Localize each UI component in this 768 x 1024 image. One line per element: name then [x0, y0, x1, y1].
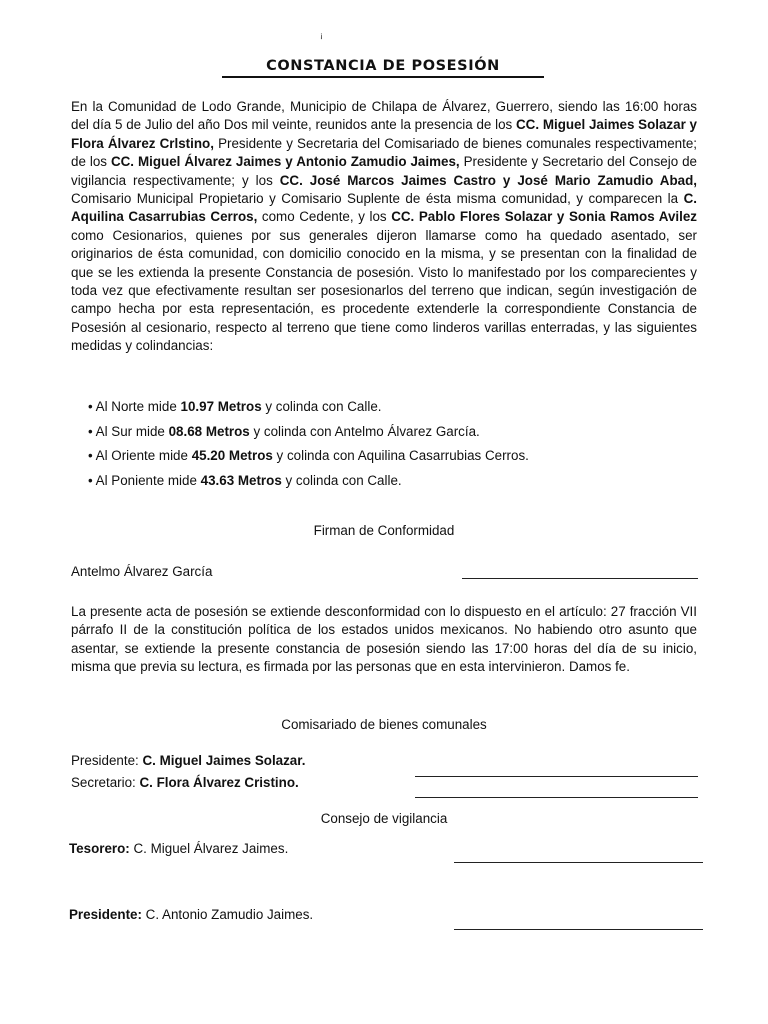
boundary-south: • Al Sur mide 08.68 Metros y colinda con Antelmo Álvarez García. — [88, 423, 529, 441]
intro-text: como Cedente, y los — [257, 209, 392, 225]
boundary-measure: 45.20 Metros — [191, 448, 273, 463]
vigilancia-heading: Consejo de vigilancia — [320, 811, 448, 826]
boundary-north: • Al Norte mide 10.97 Metros y colinda con Calle. — [88, 398, 529, 416]
signature-line — [454, 862, 703, 863]
comisariado-heading: Comisariado de bienes comunales — [281, 717, 487, 732]
vigilancia-president — [69, 906, 313, 924]
boundaries-list — [88, 398, 529, 496]
conformity-signer: Antelmo Álvarez García — [71, 564, 213, 579]
intro-text: En la Comunidad de Lodo Grande, Municipio de Chilapa de Álvarez, Guerrero, siendo las 16:00 horas del día 5 de Julio del año Dos mil veinte, reunidos ante la presencia de los — [71, 99, 697, 133]
vigilancia-names: CC. Miguel Álvarez Jaimes y Antonio Zamudio Jaimes, — [110, 154, 460, 170]
vigilancia-treasurer — [69, 840, 288, 858]
title-underline — [222, 76, 544, 78]
comisario-names: CC. José Marcos Jaimes Castro y José Mario Zamudio Abad, — [279, 172, 697, 188]
comisariado-names: CC. Miguel Jaimes Solazar y Flora Álvarez Crlstino, — [71, 117, 697, 151]
stray-mark: ¡ — [320, 31, 323, 40]
intro-text: Presidente y Secretaria del Comisariado de bienes comunales respectivamente; de los — [71, 135, 697, 170]
vigilancia-president-label: Presidente: — [69, 907, 142, 922]
treasurer-label: Tesorero: — [69, 841, 130, 856]
boundary-measure: 08.68 Metros — [168, 423, 250, 439]
signature-line — [415, 797, 698, 798]
comisariado-secretary-name: C. Flora Álvarez Cristino. — [139, 775, 299, 790]
closing-paragraph: La presente acta de posesión se extiende desconformidad con lo dispuesto en el artículo: 27 fracción VII párrafo II de la constitución política de los estados unidos mexicanos. No habiendo otro asunto que asentar, se extiende la presente constancia de posesión siendo las 17:00 horas del día de su inicio, misma que previa su lectura, es firmada por las personas que en esta intervinieron. Damos fe. — [71, 604, 697, 675]
vigilancia-president-name: C. Antonio Zamudio Jaimes. — [141, 907, 314, 922]
boundary-west: • Al Poniente mide 43.63 Metros y colinda con Calle. — [88, 472, 529, 490]
comisariado-president: Presidente: C. Miguel Jaimes Solazar. — [71, 753, 306, 768]
boundary-east: • Al Oriente mide 45.20 Metros y colinda con Aquilina Casarrubias Cerros. — [88, 447, 529, 465]
comisariado-secretary: Secretario: C. Flora Álvarez Cristino. — [71, 775, 299, 790]
cedente-name: C. Aquilina Casarrubias Cerros, — [71, 191, 697, 225]
boundary-measure: 43.63 Metros — [200, 472, 282, 488]
signature-line — [462, 578, 698, 579]
cesionarios-names: CC. Pablo Flores Solazar y Sonia Ramos Avilez — [391, 209, 697, 225]
intro-text: Presidente y Secretario del Consejo de vigilancia respectivamente; y los — [71, 154, 697, 188]
intro-text: Comisario Municipal Propietario y Comisario Suplente de ésta misma comunidad, y comparecen la — [71, 191, 684, 207]
treasurer-name: C. Miguel Álvarez Jaimes. — [129, 841, 289, 856]
conformity-heading: Firman de Conformidad — [313, 523, 455, 538]
signature-line — [415, 776, 698, 777]
intro-paragraph — [71, 98, 697, 356]
comisariado-president-name: C. Miguel Jaimes Solazar. — [142, 753, 306, 768]
boundary-measure: 10.97 Metros — [180, 399, 262, 414]
signature-line — [454, 929, 703, 930]
intro-text: como Cesionarios, quienes por sus generales dijeron llamarse como ha quedado asentado, ser originarios de ésta comunidad, con domicilio conocido en la misma, y se presentan con la finalidad de que se les extienda la presente Constancia de posesión. Visto lo manifestado por los comparecientes y toda vez que efectivamente resultan ser posesionarlos del terreno que indican, según investigación de campo hecha por esta representación, es procedente extenderle la correspondiente Constancia de Posesión al cesionario, respecto al terreno que tiene como linderos varillas enterradas, y las siguientes medidas y colindancias: — [71, 227, 697, 354]
document-title: CONSTANCIA DE POSESIÓN — [266, 58, 500, 74]
